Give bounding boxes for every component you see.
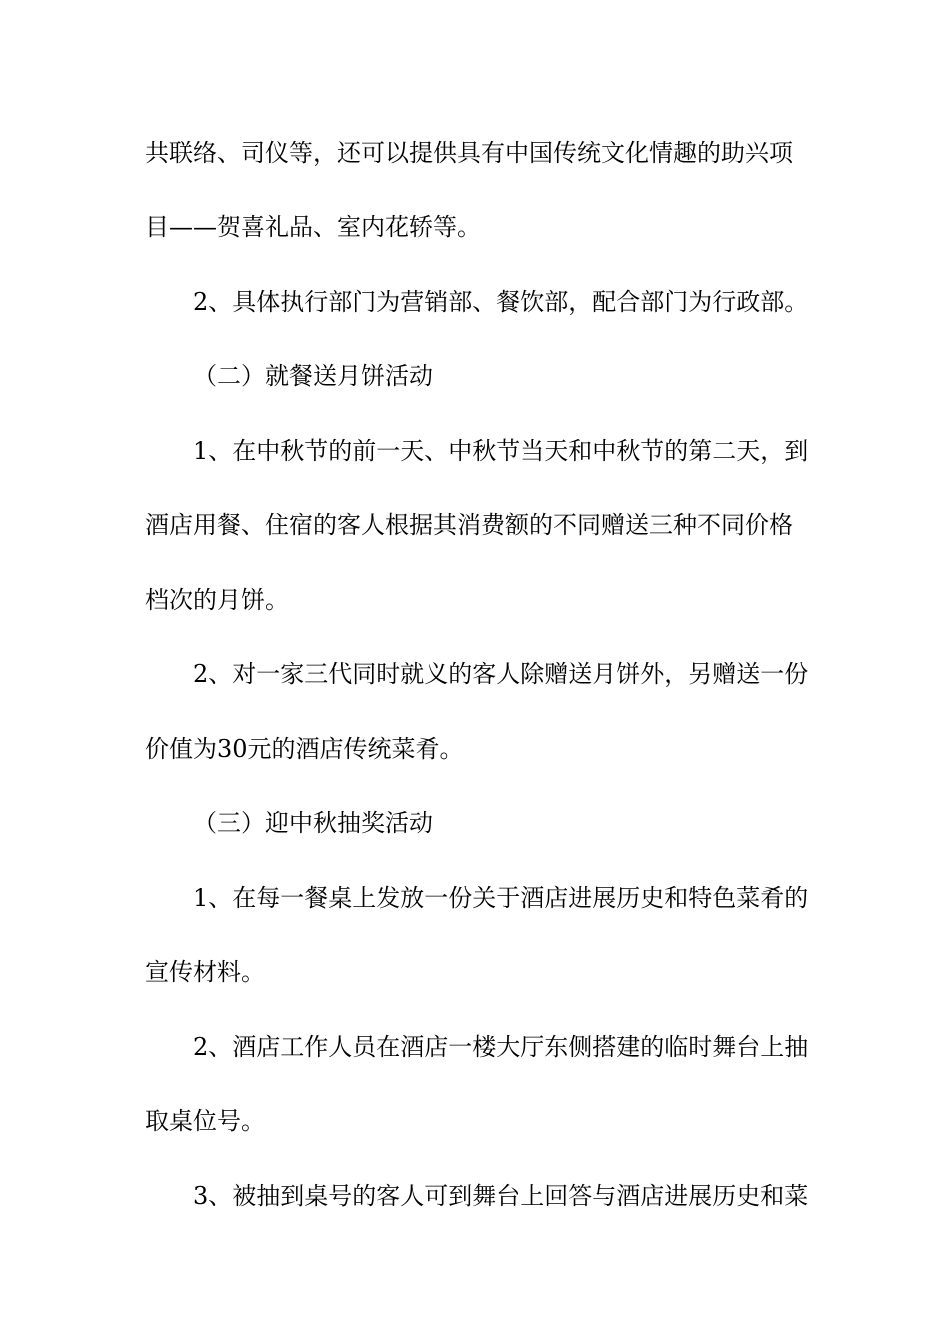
- paragraph-item-2: 2、具体执行部门为营销部、餐饮部，配合部门为行政部。: [193, 288, 809, 316]
- text-line: 共联络、司仪等，还可以提供具有中国传统文化情趣的助兴项: [145, 139, 793, 167]
- text-line: 目——贺喜礼品、室内花轿等。: [145, 213, 481, 241]
- paragraph-item-1: 1、在每一餐桌上发放一份关于酒店进展历史和特色菜肴的: [193, 884, 809, 912]
- paragraph-item-1: 1、在中秋节的前一天、中秋节当天和中秋节的第二天，到: [193, 437, 809, 465]
- paragraph-item-2: 2、对一家三代同时就义的客人除赠送月饼外，另赠送一份: [193, 660, 809, 688]
- text-line: 档次的月饼。: [145, 586, 289, 614]
- text-line: 价值为30元的酒店传统菜肴。: [145, 735, 464, 763]
- paragraph-item-3: 3、被抽到桌号的客人可到舞台上回答与酒店进展历史和菜: [193, 1182, 809, 1210]
- section-heading-2: （二）就餐送月饼活动: [193, 362, 433, 390]
- text-line: 宣传材料。: [145, 958, 265, 986]
- paragraph-item-2: 2、酒店工作人员在酒店一楼大厅东侧搭建的临时舞台上抽: [193, 1033, 809, 1061]
- text-line: 取桌位号。: [145, 1107, 265, 1135]
- text-line: 酒店用餐、住宿的客人根据其消费额的不同赠送三种不同价格: [145, 511, 793, 539]
- section-heading-3: （三）迎中秋抽奖活动: [193, 809, 433, 837]
